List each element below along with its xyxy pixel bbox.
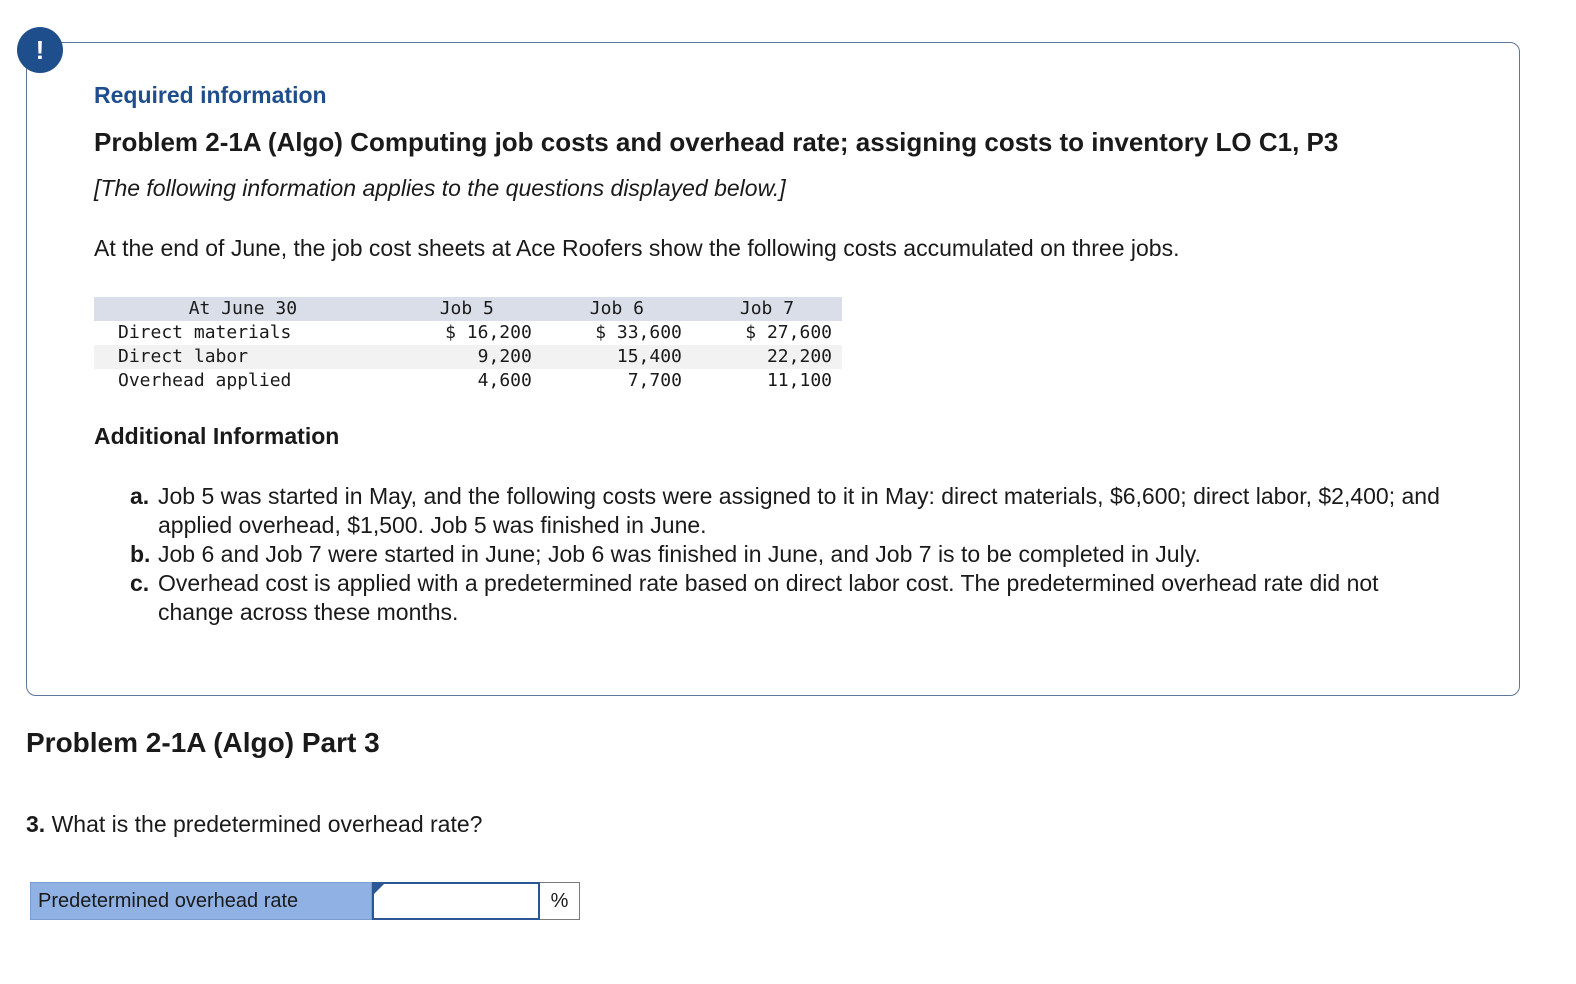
table-cell: 22,200 bbox=[766, 346, 832, 367]
table-header-cell: Job 6 bbox=[589, 298, 644, 319]
alert-icon: ! bbox=[17, 27, 63, 73]
row-label: Direct labor bbox=[118, 346, 249, 367]
list-item-text: Job 6 and Job 7 were started in June; Job 6 was finished in June, and Job 7 is to be completed in July. bbox=[158, 541, 1201, 567]
problem-title: Problem 2-1A (Algo) Computing job costs and overhead rate; assigning costs to inventory LO C1, P3 bbox=[94, 127, 1339, 157]
table-row bbox=[94, 321, 842, 345]
list-item-letter: b. bbox=[130, 541, 151, 567]
intro-text: At the end of June, the job cost sheets at Ace Roofers show the following costs accumulated on three jobs. bbox=[94, 235, 1180, 261]
question-number: 3. bbox=[26, 811, 46, 837]
table-row bbox=[94, 369, 842, 393]
table-cell: $ 16,200 bbox=[445, 322, 532, 343]
list-item bbox=[130, 482, 1440, 540]
additional-info-list bbox=[130, 482, 1440, 627]
list-item bbox=[130, 569, 1440, 627]
table-cell: 11,100 bbox=[766, 370, 832, 391]
table-cell: $ 27,600 bbox=[745, 322, 832, 343]
table-cell: 7,700 bbox=[627, 370, 682, 391]
table-cell: 15,400 bbox=[616, 346, 682, 367]
applies-note: [The following information applies to the questions displayed below.] bbox=[94, 175, 786, 201]
list-item-text: Overhead cost is applied with a predetermined rate based on direct labor cost. The predetermined overhead rate did not change across these months. bbox=[158, 570, 1379, 625]
row-label: Overhead applied bbox=[118, 370, 292, 391]
list-item bbox=[130, 540, 1440, 569]
list-item-letter: a. bbox=[130, 483, 150, 509]
table-header-cell: At June 30 bbox=[188, 298, 298, 319]
list-item-text: Job 5 was started in May, and the following costs were assigned to it in May: direct materials, $6,600; direct labor, $2,400; and applied overhead, $1,500. Job 5 was finished in June. bbox=[158, 483, 1440, 538]
list-item-letter: c. bbox=[130, 570, 150, 596]
answer-row bbox=[30, 882, 580, 920]
question bbox=[26, 811, 482, 838]
part-title: Problem 2-1A (Algo) Part 3 bbox=[26, 727, 380, 758]
row-label: Direct materials bbox=[118, 322, 292, 343]
table-header-cell: Job 5 bbox=[439, 298, 494, 319]
question-text: What is the predetermined overhead rate? bbox=[51, 811, 483, 837]
table-row bbox=[94, 345, 842, 369]
table-cell: 9,200 bbox=[477, 346, 532, 367]
answer-label: Predetermined overhead rate bbox=[30, 882, 372, 920]
table-header-row bbox=[94, 297, 842, 321]
required-info-heading: Required information bbox=[94, 82, 327, 108]
table-cell: 4,600 bbox=[477, 370, 532, 391]
table-header-cell: Job 7 bbox=[739, 298, 795, 319]
job-cost-table bbox=[94, 297, 842, 393]
percent-unit: % bbox=[540, 882, 580, 920]
additional-info-heading: Additional Information bbox=[94, 423, 340, 449]
overhead-rate-input[interactable] bbox=[374, 884, 538, 918]
table-cell: $ 33,600 bbox=[595, 322, 682, 343]
input-flag-icon bbox=[374, 884, 384, 894]
answer-input-container[interactable] bbox=[372, 882, 540, 920]
